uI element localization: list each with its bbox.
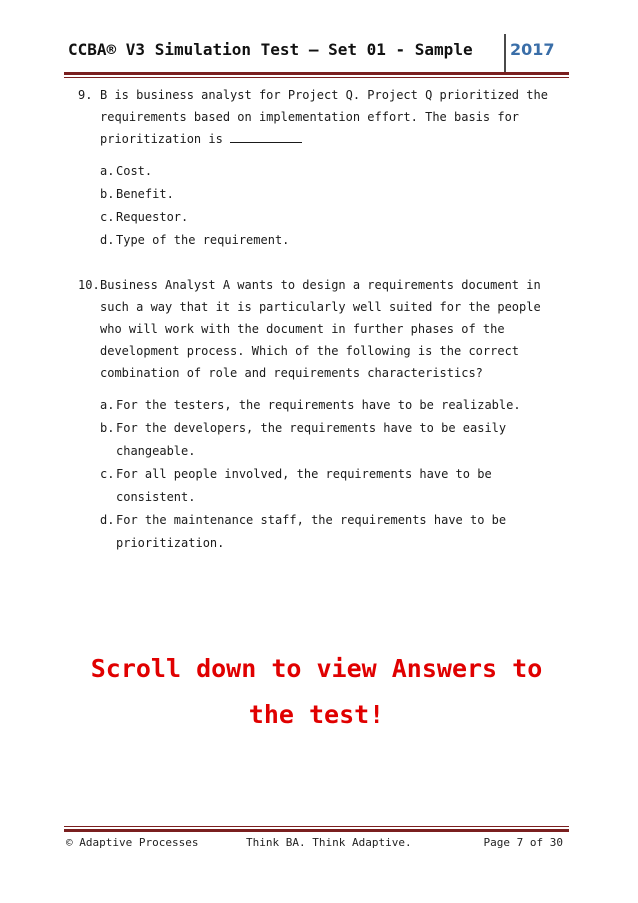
option-letter: c.	[100, 210, 115, 224]
header-divider	[504, 34, 506, 74]
scroll-notice-line-1: Scroll down to view Answers to	[90, 654, 543, 683]
option-text: For all people involved, the requirements have to be consistent.	[116, 467, 492, 504]
option-d	[100, 229, 568, 252]
option-text: For the testers, the requirements have to be realizable.	[116, 398, 521, 412]
header-rule	[64, 72, 569, 75]
question-10	[78, 274, 568, 555]
footer-tagline: Think BA. Think Adaptive.	[246, 836, 412, 849]
options-list	[100, 160, 568, 252]
options-list	[100, 394, 568, 555]
option-text: For the developers, the requirements have to be easily changeable.	[116, 421, 507, 458]
scroll-notice-line-2: the test!	[248, 700, 385, 729]
option-text: Requestor.	[116, 210, 189, 224]
option-a	[100, 394, 568, 417]
option-letter: b.	[100, 421, 115, 435]
question-text: Business Analyst A wants to design a requirements document in such a way that it is particularly well suited for the people who will work with the document in further phases of the development process. Which of the following is the correct combination of role and requirements characteristics?	[100, 278, 541, 380]
footer-copyright: © Adaptive Processes	[66, 836, 199, 849]
option-letter: a.	[100, 398, 115, 412]
option-text: Cost.	[116, 164, 153, 178]
option-d	[100, 509, 568, 555]
answer-blank	[230, 128, 302, 143]
option-c	[100, 463, 568, 509]
question-text: B is business analyst for Project Q. Project Q prioritized the requirements based on implementation effort. The basis for prioritization is	[100, 88, 548, 146]
option-letter: a.	[100, 164, 115, 178]
footer-rule-thin	[64, 826, 569, 827]
scroll-notice	[64, 646, 569, 738]
option-letter: d.	[100, 233, 115, 247]
question-9	[78, 84, 568, 252]
option-text: For the maintenance staff, the requirements have to be prioritization.	[116, 513, 507, 550]
option-letter: c.	[100, 467, 115, 481]
header-rule-thin	[64, 77, 569, 78]
option-text: Benefit.	[116, 187, 174, 201]
option-a	[100, 160, 568, 183]
option-b	[100, 417, 568, 463]
header-year: 2017	[510, 40, 555, 59]
option-text: Type of the requirement.	[116, 233, 290, 247]
option-c	[100, 206, 568, 229]
option-letter: b.	[100, 187, 115, 201]
page-number: Page 7 of 30	[483, 836, 563, 849]
question-number: 10.	[78, 278, 100, 292]
option-b	[100, 183, 568, 206]
question-number: 9.	[78, 88, 93, 102]
page-header	[64, 34, 569, 74]
option-letter: d.	[100, 513, 115, 527]
header-title: CCBA® V3 Simulation Test – Set 01 - Sample	[68, 40, 473, 59]
footer-rule	[64, 829, 569, 832]
